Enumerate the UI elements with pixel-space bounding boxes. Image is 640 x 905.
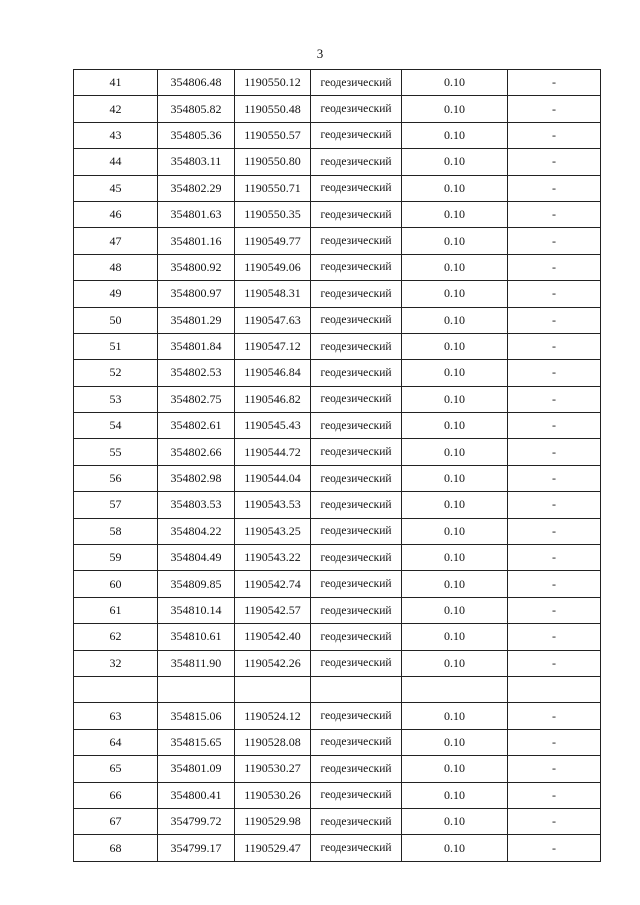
precision-cell: 0.10 [402,703,508,729]
y-coordinate-cell: 1190550.35 [235,201,311,227]
point-number-cell: 55 [74,439,158,465]
method-cell: геодезический [311,439,402,465]
point-number-cell: 58 [74,518,158,544]
point-number-cell: 32 [74,650,158,676]
y-coordinate-cell: 1190548.31 [235,281,311,307]
point-number-cell: 59 [74,545,158,571]
y-coordinate-cell: 1190543.53 [235,492,311,518]
x-coordinate-cell: 354805.36 [158,122,235,148]
point-number-cell [74,676,158,702]
precision-cell: 0.10 [402,254,508,280]
coordinates-table [73,69,601,862]
precision-cell: 0.10 [402,492,508,518]
method-cell: геодезический [311,756,402,782]
method-cell: геодезический [311,545,402,571]
x-coordinate-cell: 354799.17 [158,835,235,861]
method-cell: геодезический [311,729,402,755]
y-coordinate-cell: 1190546.84 [235,360,311,386]
x-coordinate-cell [158,676,235,702]
note-cell: - [508,201,601,227]
y-coordinate-cell: 1190549.77 [235,228,311,254]
table-row [74,149,601,175]
table-row [74,465,601,491]
note-cell: - [508,492,601,518]
method-cell: геодезический [311,413,402,439]
x-coordinate-cell: 354810.61 [158,624,235,650]
table-row [74,281,601,307]
method-cell: геодезический [311,518,402,544]
method-cell: геодезический [311,808,402,834]
precision-cell: 0.10 [402,96,508,122]
y-coordinate-cell: 1190542.26 [235,650,311,676]
note-cell: - [508,808,601,834]
x-coordinate-cell: 354801.16 [158,228,235,254]
x-coordinate-cell: 354815.06 [158,703,235,729]
method-cell: геодезический [311,175,402,201]
precision-cell: 0.10 [402,518,508,544]
table-row [74,676,601,702]
method-cell: геодезический [311,228,402,254]
method-cell: геодезический [311,307,402,333]
y-coordinate-cell: 1190524.12 [235,703,311,729]
table-row [74,228,601,254]
method-cell: геодезический [311,149,402,175]
point-number-cell: 61 [74,597,158,623]
point-number-cell: 49 [74,281,158,307]
point-number-cell: 63 [74,703,158,729]
table-row [74,307,601,333]
note-cell: - [508,307,601,333]
table-row [74,518,601,544]
point-number-cell: 60 [74,571,158,597]
x-coordinate-cell: 354815.65 [158,729,235,755]
point-number-cell: 66 [74,782,158,808]
point-number-cell: 41 [74,70,158,96]
precision-cell: 0.10 [402,201,508,227]
table-row [74,703,601,729]
method-cell: геодезический [311,782,402,808]
point-number-cell: 62 [74,624,158,650]
point-number-cell: 45 [74,175,158,201]
y-coordinate-cell: 1190542.57 [235,597,311,623]
x-coordinate-cell: 354801.63 [158,201,235,227]
x-coordinate-cell: 354800.92 [158,254,235,280]
point-number-cell: 67 [74,808,158,834]
precision-cell: 0.10 [402,650,508,676]
y-coordinate-cell: 1190547.63 [235,307,311,333]
note-cell: - [508,228,601,254]
table-row [74,439,601,465]
precision-cell: 0.10 [402,808,508,834]
note-cell: - [508,386,601,412]
note-cell: - [508,835,601,861]
method-cell: геодезический [311,254,402,280]
point-number-cell: 44 [74,149,158,175]
y-coordinate-cell: 1190543.22 [235,545,311,571]
note-cell: - [508,149,601,175]
y-coordinate-cell: 1190550.12 [235,70,311,96]
note-cell: - [508,545,601,571]
y-coordinate-cell: 1190528.08 [235,729,311,755]
precision-cell: 0.10 [402,835,508,861]
point-number-cell: 68 [74,835,158,861]
note-cell: - [508,782,601,808]
method-cell: геодезический [311,360,402,386]
note-cell: - [508,518,601,544]
precision-cell: 0.10 [402,333,508,359]
y-coordinate-cell: 1190530.26 [235,782,311,808]
precision-cell: 0.10 [402,756,508,782]
precision-cell: 0.10 [402,360,508,386]
x-coordinate-cell: 354802.98 [158,465,235,491]
table-row [74,756,601,782]
x-coordinate-cell: 354805.82 [158,96,235,122]
point-number-cell: 54 [74,413,158,439]
precision-cell: 0.10 [402,545,508,571]
method-cell: геодезический [311,122,402,148]
point-number-cell: 48 [74,254,158,280]
precision-cell: 0.10 [402,413,508,439]
precision-cell: 0.10 [402,571,508,597]
method-cell: геодезический [311,96,402,122]
y-coordinate-cell: 1190547.12 [235,333,311,359]
method-cell [311,676,402,702]
y-coordinate-cell: 1190529.47 [235,835,311,861]
table-row [74,201,601,227]
y-coordinate-cell: 1190550.71 [235,175,311,201]
x-coordinate-cell: 354811.90 [158,650,235,676]
precision-cell: 0.10 [402,624,508,650]
x-coordinate-cell: 354801.29 [158,307,235,333]
method-cell: геодезический [311,386,402,412]
y-coordinate-cell: 1190550.57 [235,122,311,148]
x-coordinate-cell: 354803.53 [158,492,235,518]
x-coordinate-cell: 354806.48 [158,70,235,96]
y-coordinate-cell: 1190550.48 [235,96,311,122]
precision-cell: 0.10 [402,439,508,465]
point-number-cell: 52 [74,360,158,386]
coordinates-table-body [74,70,601,862]
method-cell: геодезический [311,281,402,307]
precision-cell: 0.10 [402,70,508,96]
table-row [74,333,601,359]
x-coordinate-cell: 354801.09 [158,756,235,782]
note-cell: - [508,703,601,729]
note-cell: - [508,70,601,96]
table-row [74,624,601,650]
note-cell: - [508,254,601,280]
method-cell: геодезический [311,650,402,676]
y-coordinate-cell: 1190530.27 [235,756,311,782]
table-row [74,835,601,861]
note-cell: - [508,439,601,465]
point-number-cell: 65 [74,756,158,782]
note-cell: - [508,175,601,201]
x-coordinate-cell: 354800.41 [158,782,235,808]
table-row [74,808,601,834]
table-row [74,729,601,755]
table-row [74,175,601,201]
x-coordinate-cell: 354802.61 [158,413,235,439]
x-coordinate-cell: 354801.84 [158,333,235,359]
x-coordinate-cell: 354802.75 [158,386,235,412]
point-number-cell: 56 [74,465,158,491]
method-cell: геодезический [311,703,402,729]
method-cell: геодезический [311,492,402,518]
point-number-cell: 50 [74,307,158,333]
method-cell: геодезический [311,624,402,650]
point-number-cell: 46 [74,201,158,227]
table-row [74,571,601,597]
x-coordinate-cell: 354803.11 [158,149,235,175]
y-coordinate-cell: 1190529.98 [235,808,311,834]
point-number-cell: 57 [74,492,158,518]
note-cell: - [508,360,601,386]
point-number-cell: 43 [74,122,158,148]
precision-cell: 0.10 [402,386,508,412]
table-row [74,545,601,571]
x-coordinate-cell: 354799.72 [158,808,235,834]
x-coordinate-cell: 354804.22 [158,518,235,544]
y-coordinate-cell [235,676,311,702]
note-cell: - [508,96,601,122]
precision-cell: 0.10 [402,228,508,254]
precision-cell: 0.10 [402,149,508,175]
point-number-cell: 64 [74,729,158,755]
note-cell [508,676,601,702]
table-row [74,70,601,96]
table-row [74,650,601,676]
method-cell: геодезический [311,571,402,597]
note-cell: - [508,465,601,491]
precision-cell: 0.10 [402,597,508,623]
note-cell: - [508,650,601,676]
note-cell: - [508,597,601,623]
method-cell: геодезический [311,465,402,491]
table-row [74,360,601,386]
precision-cell: 0.10 [402,729,508,755]
x-coordinate-cell: 354802.53 [158,360,235,386]
note-cell: - [508,333,601,359]
y-coordinate-cell: 1190545.43 [235,413,311,439]
method-cell: геодезический [311,70,402,96]
precision-cell: 0.10 [402,465,508,491]
point-number-cell: 47 [74,228,158,254]
y-coordinate-cell: 1190544.72 [235,439,311,465]
precision-cell: 0.10 [402,307,508,333]
x-coordinate-cell: 354810.14 [158,597,235,623]
table-row [74,122,601,148]
note-cell: - [508,413,601,439]
x-coordinate-cell: 354804.49 [158,545,235,571]
precision-cell [402,676,508,702]
table-row [74,597,601,623]
method-cell: геодезический [311,201,402,227]
y-coordinate-cell: 1190546.82 [235,386,311,412]
y-coordinate-cell: 1190550.80 [235,149,311,175]
point-number-cell: 51 [74,333,158,359]
note-cell: - [508,729,601,755]
method-cell: геодезический [311,835,402,861]
y-coordinate-cell: 1190542.74 [235,571,311,597]
note-cell: - [508,281,601,307]
method-cell: геодезический [311,597,402,623]
table-row [74,782,601,808]
table-row [74,492,601,518]
x-coordinate-cell: 354800.97 [158,281,235,307]
x-coordinate-cell: 354809.85 [158,571,235,597]
y-coordinate-cell: 1190542.40 [235,624,311,650]
precision-cell: 0.10 [402,281,508,307]
y-coordinate-cell: 1190543.25 [235,518,311,544]
precision-cell: 0.10 [402,782,508,808]
note-cell: - [508,571,601,597]
point-number-cell: 42 [74,96,158,122]
table-row [74,96,601,122]
point-number-cell: 53 [74,386,158,412]
note-cell: - [508,122,601,148]
note-cell: - [508,624,601,650]
precision-cell: 0.10 [402,122,508,148]
precision-cell: 0.10 [402,175,508,201]
page-number: 3 [316,46,324,61]
x-coordinate-cell: 354802.29 [158,175,235,201]
method-cell: геодезический [311,333,402,359]
note-cell: - [508,756,601,782]
x-coordinate-cell: 354802.66 [158,439,235,465]
table-row [74,254,601,280]
table-row [74,413,601,439]
table-row [74,386,601,412]
y-coordinate-cell: 1190549.06 [235,254,311,280]
y-coordinate-cell: 1190544.04 [235,465,311,491]
